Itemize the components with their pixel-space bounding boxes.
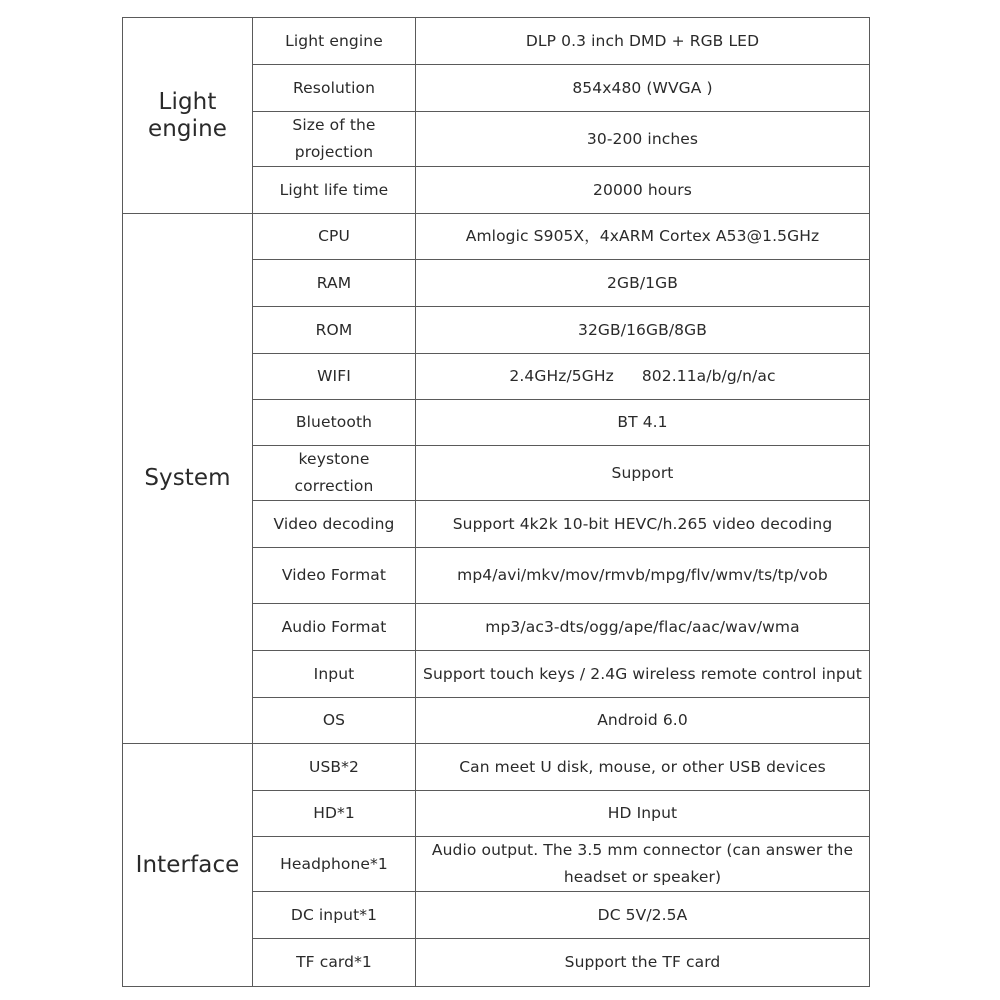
row-value: 32GB/16GB/8GB <box>416 307 870 354</box>
row-label: ROM <box>253 307 416 354</box>
row-label: DC input*1 <box>253 892 416 939</box>
row-value: Support touch keys / 2.4G wireless remote control input <box>416 651 870 698</box>
row-label: CPU <box>253 214 416 260</box>
row-label: Video Format <box>253 548 416 604</box>
row-label-line: projection <box>294 143 374 161</box>
row-value: Android 6.0 <box>416 698 870 744</box>
row-value: 2GB/1GB <box>416 260 870 307</box>
row-value: BT 4.1 <box>416 400 870 446</box>
row-value: mp4/avi/mkv/mov/rmvb/mpg/flv/wmv/ts/tp/vob <box>416 548 870 604</box>
row-value: 20000 hours <box>416 167 870 214</box>
row-label: Resolution <box>253 65 416 112</box>
row-value <box>416 354 870 400</box>
row-label <box>253 112 416 167</box>
row-label: Video decoding <box>253 501 416 548</box>
row-value-line: Audio output. The 3.5 mm connector (can answer the <box>431 841 854 859</box>
row-value: Support 4k2k 10-bit HEVC/h.265 video decoding <box>416 501 870 548</box>
row-label-line: correction <box>294 477 374 495</box>
row-value: HD Input <box>416 791 870 837</box>
row-value: Can meet U disk, mouse, or other USB devices <box>416 744 870 791</box>
row-label: WIFI <box>253 354 416 400</box>
table-row <box>123 18 870 65</box>
table-row <box>123 744 870 791</box>
group-light-engine: Light engine <box>123 18 253 214</box>
row-label: Audio Format <box>253 604 416 651</box>
row-value: 854x480 (WVGA ) <box>416 65 870 112</box>
row-value-part: 802.11a/b/g/n/ac <box>641 367 776 385</box>
row-label-line: keystone <box>298 450 370 468</box>
row-label: Light engine <box>253 18 416 65</box>
group-system: System <box>123 214 253 744</box>
row-value: Support <box>416 446 870 501</box>
row-value: Amlogic S905X，4xARM Cortex A53@1.5GHz <box>416 214 870 260</box>
row-value: DLP 0.3 inch DMD + RGB LED <box>416 18 870 65</box>
table-row <box>123 214 870 260</box>
row-label: Input <box>253 651 416 698</box>
row-label: TF card*1 <box>253 939 416 987</box>
row-value: DC 5V/2.5A <box>416 892 870 939</box>
row-label: Headphone*1 <box>253 837 416 892</box>
row-label: OS <box>253 698 416 744</box>
row-label: RAM <box>253 260 416 307</box>
row-label: Bluetooth <box>253 400 416 446</box>
row-value: 30-200 inches <box>416 112 870 167</box>
row-value: mp3/ac3-dts/ogg/ape/flac/aac/wav/wma <box>416 604 870 651</box>
row-value-part: 2.4GHz/5GHz <box>509 367 614 385</box>
row-label: USB*2 <box>253 744 416 791</box>
row-value <box>416 837 870 892</box>
spec-table <box>122 17 870 987</box>
row-label: HD*1 <box>253 791 416 837</box>
row-label <box>253 446 416 501</box>
row-label: Light life time <box>253 167 416 214</box>
row-value: Support the TF card <box>416 939 870 987</box>
group-interface: Interface <box>123 744 253 987</box>
row-value-line: headset or speaker) <box>563 868 722 886</box>
row-label-line: Size of the <box>292 116 376 134</box>
